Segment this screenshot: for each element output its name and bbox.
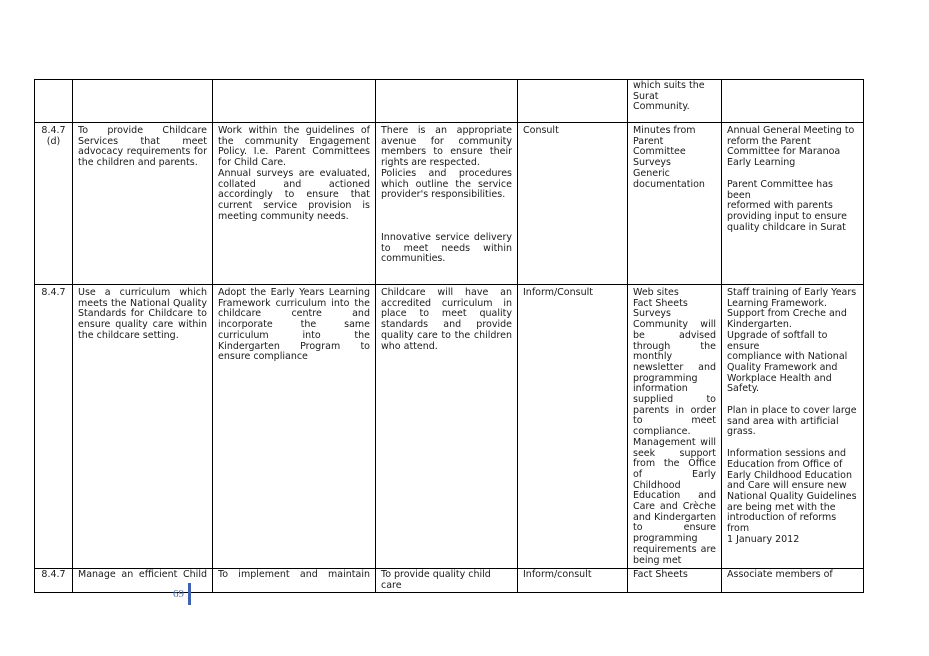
objective-cell: Use a curriculum which meets the National Quality Standards for Childcare to ensure quality care within the childcare setting. [73,285,213,569]
progress-line: Early Childhood Education [727,469,852,481]
strategy-cell: Adopt the Early Years Learning Framework curriculum into the childcare centre and incorporate the same curriculum into the Kindergarten Program to ensure compliance [213,285,376,569]
progress-line: National Quality Guidelines [727,490,857,502]
table-row [35,569,864,592]
objective-cell: To provide Childcare Services that meet advocacy requirements for the children and parents. [73,123,213,285]
outcome-cell: Childcare will have an accredited curriculum in place to meet quality standards and provide quality care to the children who attend. [376,285,518,569]
engagement-cell: Inform/consult [518,569,628,592]
evidence-line: Surveys [633,157,671,169]
progress-line: Education from Office of [727,458,843,470]
engagement-cell: Consult [518,123,628,285]
progress-line: compliance with National [727,351,848,363]
progress-line: providing input to ensure [727,210,847,222]
evidence-cell [628,285,722,569]
progress-line: quality childcare in Surat [727,221,846,233]
evidence-cell [628,123,722,285]
progress-line: Committee for Maranoa [727,146,841,158]
evidence-text: Community will be advised through the monthly newsletter and programming information supplied to parents in order to meet compliance. Management will seek support from the Office of Early Childhood Education and Care and Crèche and Kindergarten to ensure programming requirements are being met [633,319,716,566]
outcome-cell [376,123,518,285]
evidence-line: Parent Committee [633,135,686,158]
objective-cell: Manage an efficient Child [73,569,213,592]
engagement-cell [518,80,628,123]
evidence-line: Surat Community. [633,90,690,113]
evidence-line: Minutes from [633,125,696,136]
progress-line: and Care will ensure new [727,480,847,492]
outcome-text: Policies and procedures which outline the service provider's responsibilities. [381,167,512,201]
progress-line: are being met with the [727,501,836,513]
table-row [35,285,864,569]
id-cell: 8.4.7 [35,285,73,569]
progress-line: Kindergarten. [727,319,792,331]
progress-cell [722,285,864,569]
objective-cell [73,80,213,123]
action-plan-table [34,79,864,593]
evidence-line: Fact Sheets [633,297,688,309]
strategy-text: Work within the guidelines of the community Engagement Policy. I.e. Parent Committees for Child Care. [218,125,370,169]
evidence-line: documentation [633,178,705,190]
progress-line: reform the Parent [727,135,811,147]
progress-line: Support from Creche and [727,308,847,320]
progress-line: Learning Framework. [727,297,827,309]
strategy-cell [213,123,376,285]
evidence-line: Web sites [633,287,679,298]
outcome-text: There is an appropriate avenue for community members to ensure their rights are respected. [381,125,512,169]
strategy-cell: To implement and maintain [213,569,376,592]
progress-line: Parent Committee has been [727,178,833,201]
progress-line: grass. [727,426,756,438]
progress-line: Staff training of Early Years [727,287,857,298]
outcome-cell: To provide quality child care [376,569,518,592]
outcome-cell [376,80,518,123]
evidence-cell: Fact Sheets [628,569,722,592]
progress-line: 1 January 2012 [727,533,800,545]
outcome-text: Innovative service delivery to meet needs within communities. [381,231,512,265]
evidence-line: Surveys [633,308,671,320]
page-number: 69 [173,588,184,600]
id-cell: 8.4.7 (d) [35,123,73,285]
engagement-cell: Inform/Consult [518,285,628,569]
evidence-cell [628,80,722,123]
strategy-cell [213,80,376,123]
evidence-line: which suits the [633,80,705,91]
progress-cell [722,123,864,285]
progress-line: Early Learning [727,157,796,169]
progress-cell [722,80,864,123]
progress-cell: Associate members of [722,569,864,592]
progress-line: Information sessions and [727,448,847,460]
progress-line: sand area with artificial [727,415,839,427]
id-cell [35,80,73,123]
progress-line: Workplace Health and [727,372,832,384]
progress-line: Safety. [727,383,760,395]
progress-line: Plan in place to cover large [727,405,857,417]
id-cell: 8.4.7 [35,569,73,592]
progress-line: Annual General Meeting to [727,125,855,136]
table-row [35,80,864,123]
table-row [35,123,864,285]
page-number-divider [188,583,191,605]
strategy-text: Annual surveys are evaluated, collated and actioned accordingly to ensure that current service provision is meeting community needs. [218,167,370,222]
progress-line: introduction of reforms from [727,512,837,535]
progress-line: Upgrade of softfall to ensure [727,329,828,352]
evidence-line: Generic [633,167,670,179]
progress-line: reformed with parents [727,200,833,212]
progress-line: Quality Framework and [727,361,838,373]
